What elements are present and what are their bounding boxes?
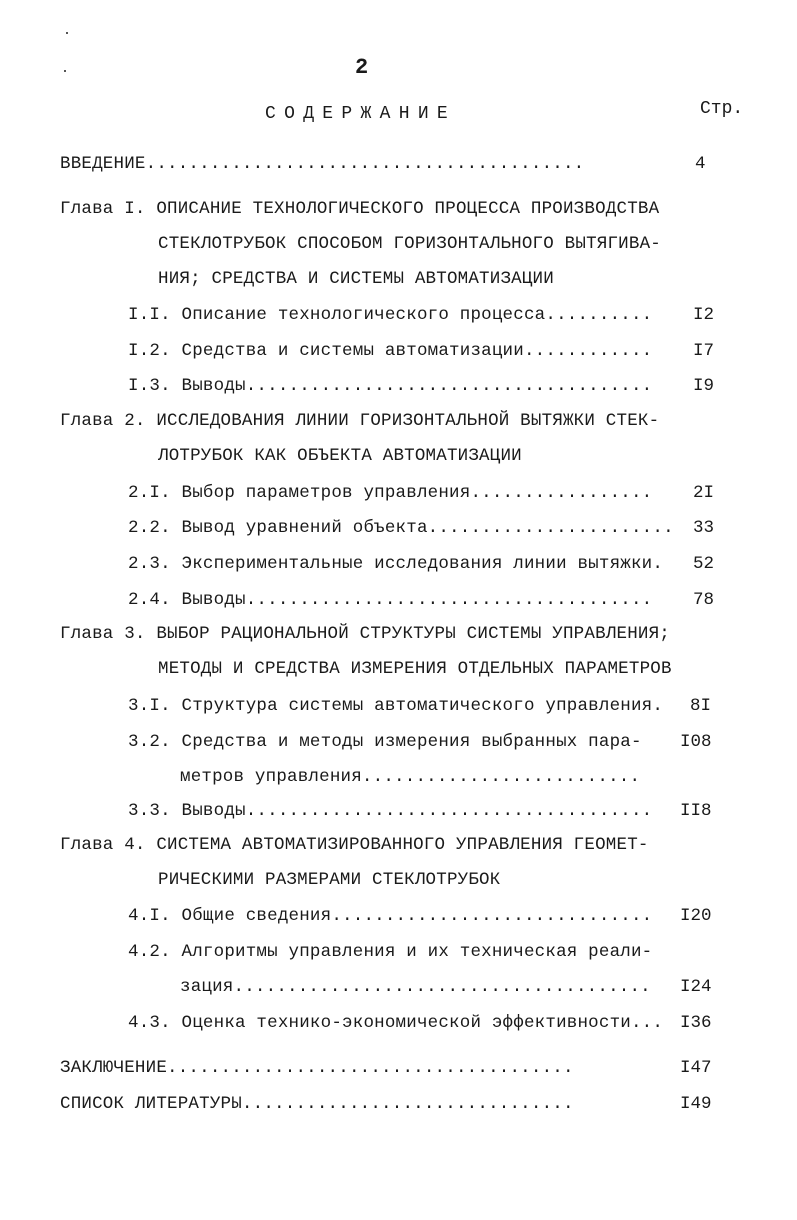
toc-entry-4-2: 4.2. Алгоритмы управления и их техническая реали- <box>128 942 653 962</box>
toc-entry-4-2-cont: зация....................................... <box>180 977 651 997</box>
toc-entry-1-3: I.3. Выводы...................................... <box>128 376 653 396</box>
chapter-1-heading-cont: СТЕКЛОТРУБОК СПОСОБОМ ГОРИЗОНТАЛЬНОГО ВЫТЯГИВА- <box>158 234 661 254</box>
toc-entry-3-2: 3.2. Средства и методы измерения выбранных пара- <box>128 732 642 752</box>
toc-entry-references: СПИСОК ЛИТЕРАТУРЫ............................... <box>60 1094 574 1114</box>
toc-page-3-1: 8I <box>690 696 712 716</box>
chapter-2-heading-cont: ЛОТРУБОК КАК ОБЪЕКТА АВТОМАТИЗАЦИИ <box>158 446 522 466</box>
chapter-3-heading: Глава 3. ВЫБОР РАЦИОНАЛЬНОЙ СТРУКТУРЫ СИСТЕМЫ УПРАВЛЕНИЯ; <box>60 624 670 644</box>
toc-page-4-3: I36 <box>680 1013 712 1033</box>
scan-mark-2 <box>64 70 66 72</box>
toc-page-conclusion: I47 <box>680 1058 712 1078</box>
toc-entry-4-1: 4.I. Общие сведения.............................. <box>128 906 653 926</box>
scan-mark-1 <box>66 32 68 34</box>
toc-page-references: I49 <box>680 1094 712 1114</box>
page-number: 2 <box>355 55 369 80</box>
toc-entry-3-2-cont: метров управления.......................... <box>180 767 641 787</box>
toc-page-introduction: 4 <box>695 154 706 174</box>
chapter-1-heading: Глава I. ОПИСАНИЕ ТЕХНОЛОГИЧЕСКОГО ПРОЦЕССА ПРОИЗВОДСТВА <box>60 199 660 219</box>
toc-entry-3-3: 3.3. Выводы...................................... <box>128 801 653 821</box>
toc-page-2-1: 2I <box>693 483 715 503</box>
toc-page-4-2: I24 <box>680 977 712 997</box>
toc-page-2-2: 33 <box>693 518 715 538</box>
chapter-3-heading-cont: МЕТОДЫ И СРЕДСТВА ИЗМЕРЕНИЯ ОТДЕЛЬНЫХ ПАРАМЕТРОВ <box>158 659 672 679</box>
toc-entry-1-1: I.I. Описание технологического процесса.......... <box>128 305 653 325</box>
toc-page-2-4: 78 <box>693 590 715 610</box>
chapter-1-heading-cont: НИЯ; СРЕДСТВА И СИСТЕМЫ АВТОМАТИЗАЦИИ <box>158 269 554 289</box>
toc-entry-introduction: ВВЕДЕНИЕ......................................... <box>60 154 585 174</box>
contents-title: СОДЕРЖАНИЕ <box>265 104 457 124</box>
toc-entry-2-1: 2.I. Выбор параметров управления................. <box>128 483 653 503</box>
toc-entry-1-2: I.2. Средства и системы автоматизации............ <box>128 341 653 361</box>
toc-entry-3-1: 3.I. Структура системы автоматического управления. <box>128 696 664 716</box>
chapter-4-heading: Глава 4. СИСТЕМА АВТОМАТИЗИРОВАННОГО УПРАВЛЕНИЯ ГЕОМЕТ- <box>60 835 649 855</box>
chapter-4-heading-cont: РИЧЕСКИМИ РАЗМЕРАМИ СТЕКЛОТРУБОК <box>158 870 501 890</box>
toc-page-1-2: I7 <box>693 341 715 361</box>
toc-entry-2-3: 2.3. Экспериментальные исследования линии вытяжки. <box>128 554 664 574</box>
toc-entry-2-4: 2.4. Выводы...................................... <box>128 590 653 610</box>
toc-page-1-1: I2 <box>693 305 715 325</box>
chapter-2-heading: Глава 2. ИССЛЕДОВАНИЯ ЛИНИИ ГОРИЗОНТАЛЬНОЙ ВЫТЯЖКИ СТЕК- <box>60 411 660 431</box>
toc-entry-4-3: 4.3. Оценка технико-экономической эффективности... <box>128 1013 664 1033</box>
toc-page-2-3: 52 <box>693 554 715 574</box>
toc-page-3-3: II8 <box>680 801 712 821</box>
toc-entry-conclusion: ЗАКЛЮЧЕНИЕ...................................... <box>60 1058 574 1078</box>
toc-entry-2-2: 2.2. Вывод уравнений объекта....................... <box>128 518 674 538</box>
toc-page-3-2: I08 <box>680 732 712 752</box>
page-column-label: Стр. <box>700 99 744 119</box>
toc-page-1-3: I9 <box>693 376 715 396</box>
toc-page-4-1: I20 <box>680 906 712 926</box>
